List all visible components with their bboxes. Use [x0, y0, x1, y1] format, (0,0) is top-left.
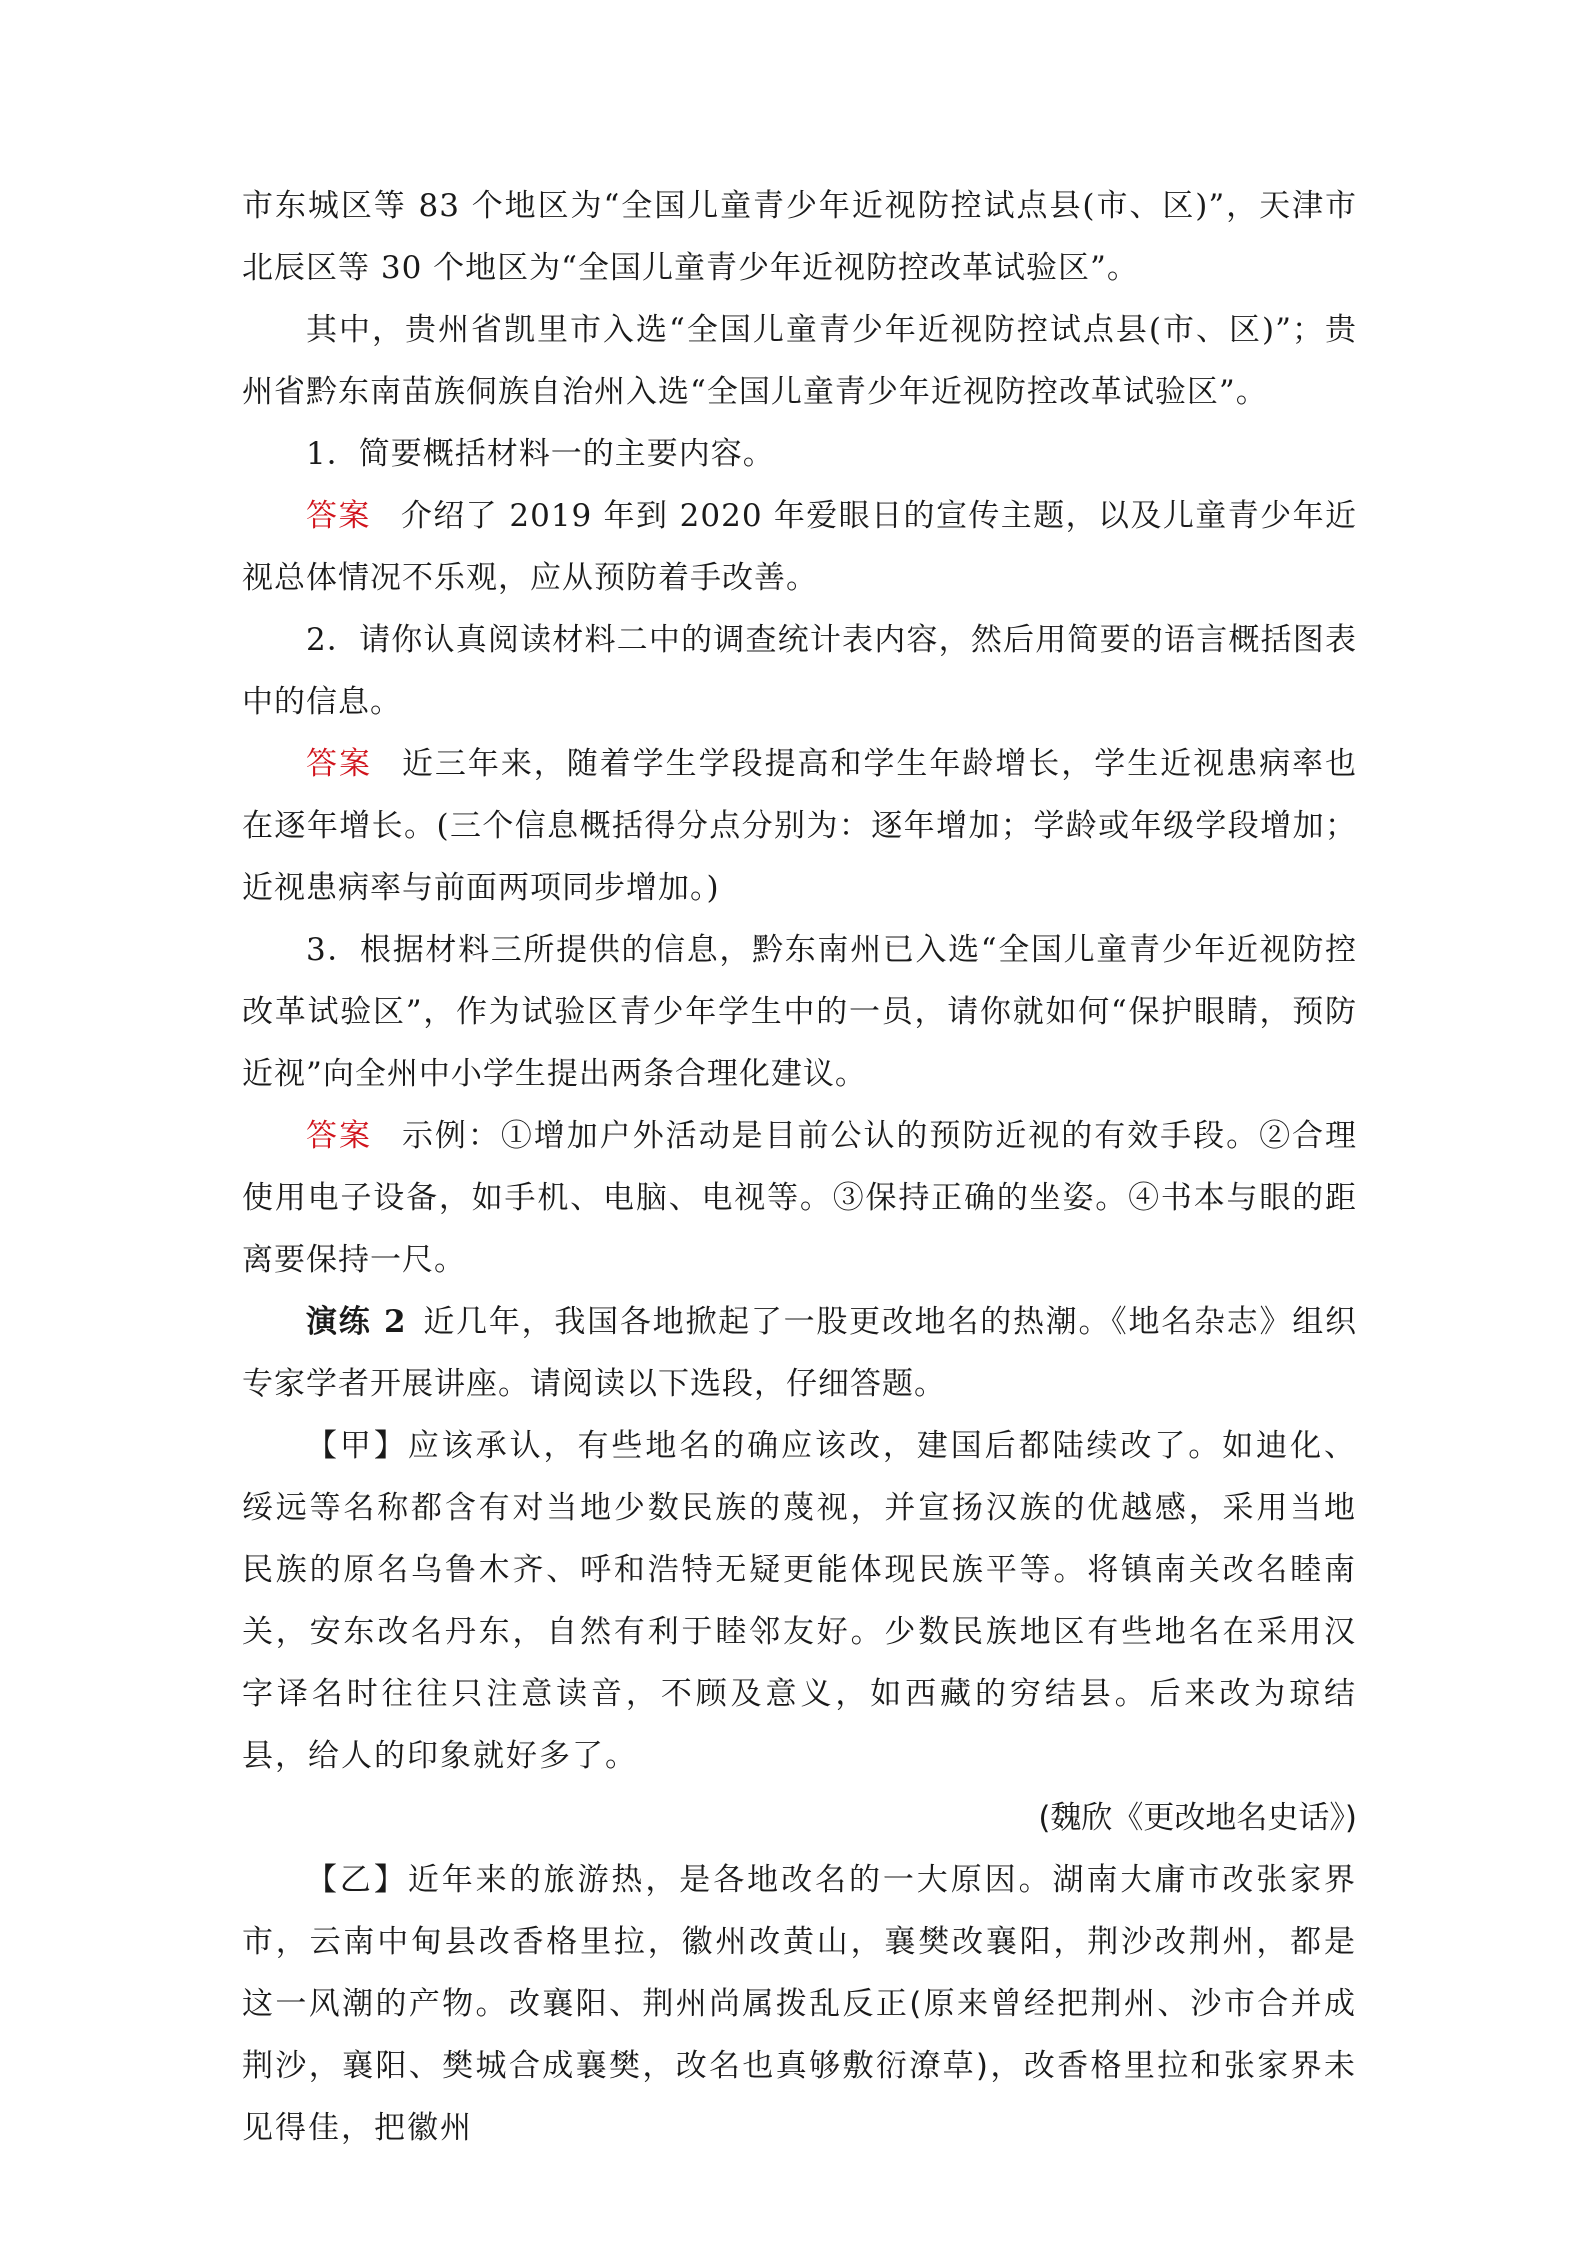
answer-3 [242, 1105, 1357, 1291]
intro-paragraph-2: 其中，贵州省凯里市入选“全国儿童青少年近视防控试点县(市、区)”；贵州省黔东南苗族侗族自治州入选“全国儿童青少年近视防控改革试验区”。 [242, 312, 1357, 410]
document-page [242, 175, 1357, 2159]
excerpt-yi-label: 【乙】 [306, 1862, 408, 1898]
answer-text: 近三年来，随着学生学段提高和学生年龄增长，学生近视患病率也在逐年增长。(三个信息概括得分点分别为：逐年增加；学龄或年级学段增加；近视患病率与前面两项同步增加。) [242, 746, 1358, 906]
excerpt-jia-text: 应该承认，有些地名的确应该改，建国后都陆续改了。如迪化、绥远等名称都含有对当地少数民族的蔑视，并宣扬汉族的优越感，采用当地民族的原名乌鲁木齐、呼和浩特无疑更能体现民族平等。将镇南关改名睦南关，安东改名丹东，自然有利于睦邻友好。少数民族地区有些地名在采用汉字译名时往往只注意读音，不顾及意义，如西藏的穷结县。后来改为琼结县，给人的印象就好多了。 [242, 1428, 1358, 1774]
excerpt-yi-text: 近年来的旅游热，是各地改名的一大原因。湖南大庸市改张家界市，云南中甸县改香格里拉，徽州改黄山，襄樊改襄阳，荆沙改荆州，都是这一风潮的产物。改襄阳、荆州尚属拨乱反正(原来曾经把荆州、沙市合并成荆沙，襄阳、樊城合成襄樊，改名也真够敷衍潦草)，改香格里拉和张家界未见得佳，把徽州 [242, 1862, 1358, 2146]
excerpt-jia-source: (魏欣《更改地名史话》) [1038, 1800, 1357, 1836]
question-2: 2．请你认真阅读材料二中的调查统计表内容，然后用简要的语言概括图表中的信息。 [242, 622, 1357, 720]
question-3: 3．根据材料三所提供的信息，黔东南州已入选“全国儿童青少年近视防控改革试验区”，作为试验区青少年学生中的一员，请你就如何“保护眼睛，预防近视”向全州中小学生提出两条合理化建议。 [242, 932, 1357, 1092]
intro-paragraph-1: 市东城区等 83 个地区为“全国儿童青少年近视防控试点县(市、区)”，天津市北辰区等 30 个地区为“全国儿童青少年近视防控改革试验区”。 [242, 188, 1357, 286]
exercise-2 [242, 1291, 1357, 1415]
exercise-label: 演练 2 [306, 1304, 407, 1340]
answer-label: 答案 [306, 746, 372, 782]
excerpt-yi [242, 1849, 1357, 2159]
answer-label: 答案 [306, 1118, 372, 1154]
exercise-text: 近几年，我国各地掀起了一股更改地名的热潮。《地名杂志》组织专家学者开展讲座。请阅读以下选段，仔细答题。 [242, 1304, 1357, 1402]
answer-1 [242, 485, 1357, 609]
answer-2 [242, 733, 1357, 919]
excerpt-jia [242, 1415, 1357, 1787]
question-1: 1．简要概括材料一的主要内容。 [306, 436, 775, 472]
answer-text: 介绍了 2019 年到 2020 年爱眼日的宣传主题，以及儿童青少年近视总体情况不乐观，应从预防着手改善。 [242, 498, 1357, 596]
excerpt-jia-label: 【甲】 [306, 1428, 408, 1464]
answer-label: 答案 [306, 498, 371, 534]
answer-text: 示例：①增加户外活动是目前公认的预防近视的有效手段。②合理使用电子设备，如手机、电脑、电视等。③保持正确的坐姿。④书本与眼的距离要保持一尺。 [242, 1118, 1358, 1278]
